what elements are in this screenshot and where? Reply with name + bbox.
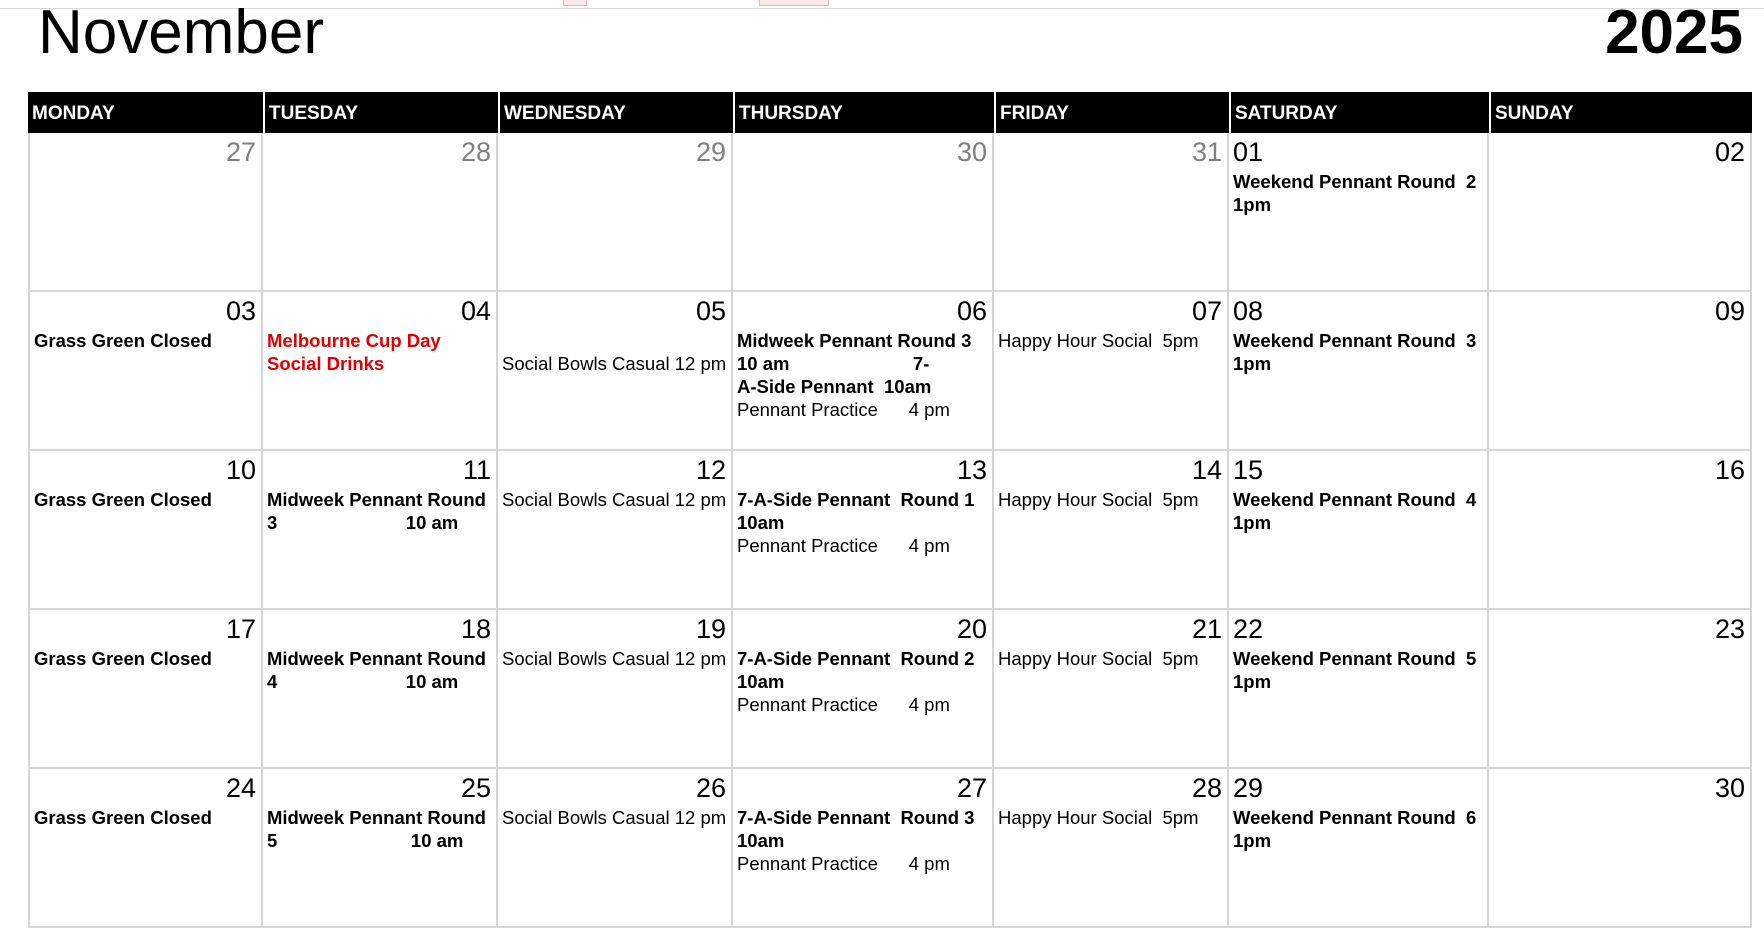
day-cell[interactable]	[1489, 451, 1752, 610]
day-cell[interactable]	[994, 292, 1229, 451]
tab-marker	[759, 0, 829, 6]
day-cell[interactable]	[994, 769, 1229, 928]
day-cell[interactable]	[498, 451, 733, 610]
day-cell[interactable]	[994, 133, 1229, 292]
day-number: 11	[462, 455, 491, 485]
calendar-event[interactable]: Weekend Pennant Round 2 1pm	[1233, 171, 1477, 215]
day-cell[interactable]	[28, 133, 263, 292]
day-number: 23	[1714, 614, 1745, 644]
day-cell[interactable]	[1489, 292, 1752, 451]
calendar-event[interactable]: Social Bowls Casual 12 pm	[502, 353, 727, 374]
day-number: 27	[956, 773, 987, 803]
calendar-event[interactable]: Midweek Pennant Round 5 10 am	[267, 807, 486, 851]
day-number: 14	[1191, 455, 1222, 485]
day-number: 16	[1714, 455, 1745, 485]
day-cell[interactable]	[28, 451, 263, 610]
day-number: 10	[225, 455, 256, 485]
day-cell[interactable]	[263, 610, 498, 769]
calendar-event[interactable]: Grass Green Closed	[34, 807, 212, 828]
calendar-event[interactable]: Pennant Practice 4 pm	[737, 853, 950, 874]
calendar-event[interactable]: Happy Hour Social 5pm	[998, 489, 1199, 510]
day-cell[interactable]	[263, 769, 498, 928]
day-number: 01	[1233, 137, 1264, 167]
calendar-event[interactable]: Pennant Practice 4 pm	[737, 399, 950, 420]
day-cell[interactable]	[498, 133, 733, 292]
day-number: 12	[695, 455, 726, 485]
day-cell[interactable]	[498, 610, 733, 769]
day-number: 29	[1233, 773, 1264, 803]
year-title: 2025	[1605, 0, 1743, 67]
day-number: 13	[956, 455, 987, 485]
day-number: 06	[956, 296, 987, 326]
calendar-event[interactable]: Weekend Pennant Round 4 1pm	[1233, 489, 1477, 533]
weekday-sunday: SUNDAY	[1489, 92, 1752, 133]
tab-marker	[563, 0, 587, 6]
day-number: 08	[1233, 296, 1264, 326]
calendar-event[interactable]: 7-A-Side Pennant Round 2 10am	[737, 648, 975, 692]
day-number: 19	[695, 614, 726, 644]
day-number: 24	[225, 773, 256, 803]
day-number: 30	[1714, 773, 1745, 803]
weekday-thursday: THURSDAY	[733, 92, 994, 133]
day-number: 29	[695, 137, 726, 167]
day-cell[interactable]	[1229, 292, 1489, 451]
day-number: 25	[460, 773, 491, 803]
calendar-event[interactable]: Social Bowls Casual 12 pm	[502, 807, 727, 828]
day-number: 18	[460, 614, 491, 644]
weekday-wednesday: WEDNESDAY	[498, 92, 733, 133]
day-number: 26	[695, 773, 726, 803]
day-cell[interactable]	[28, 610, 263, 769]
calendar-event[interactable]: Weekend Pennant Round 5 1pm	[1233, 648, 1477, 692]
day-number: 20	[956, 614, 987, 644]
day-cell[interactable]	[28, 292, 263, 451]
day-cell[interactable]	[733, 769, 994, 928]
calendar-event[interactable]: Weekend Pennant Round 6 1pm	[1233, 807, 1477, 851]
calendar-event[interactable]: Happy Hour Social 5pm	[998, 807, 1199, 828]
day-cell[interactable]	[263, 451, 498, 610]
day-cell[interactable]	[498, 769, 733, 928]
day-number: 30	[956, 137, 987, 167]
day-cell[interactable]	[994, 451, 1229, 610]
calendar-event[interactable]: Happy Hour Social 5pm	[998, 648, 1199, 669]
weekday-saturday: SATURDAY	[1229, 92, 1489, 133]
calendar-event[interactable]: Grass Green Closed	[34, 330, 212, 351]
calendar-event[interactable]: Weekend Pennant Round 3 1pm	[1233, 330, 1477, 374]
day-number: 04	[460, 296, 491, 326]
day-cell[interactable]	[1229, 610, 1489, 769]
day-number: 15	[1233, 455, 1264, 485]
calendar-event[interactable]: Social Bowls Casual 12 pm	[502, 648, 727, 669]
day-cell[interactable]	[733, 451, 994, 610]
calendar-event[interactable]: Pennant Practice 4 pm	[737, 694, 950, 715]
day-number: 03	[225, 296, 256, 326]
day-cell[interactable]	[1489, 769, 1752, 928]
day-cell[interactable]	[1489, 610, 1752, 769]
day-cell[interactable]	[733, 133, 994, 292]
calendar-event[interactable]: Grass Green Closed	[34, 489, 212, 510]
month-title: November	[38, 0, 324, 67]
calendar-grid	[28, 133, 1752, 928]
weekday-friday: FRIDAY	[994, 92, 1229, 133]
calendar-event[interactable]: 7-A-Side Pennant Round 3 10am	[737, 807, 975, 851]
day-cell[interactable]	[1229, 133, 1489, 292]
day-cell[interactable]	[263, 133, 498, 292]
day-cell[interactable]	[1229, 769, 1489, 928]
day-cell[interactable]	[733, 292, 994, 451]
day-cell[interactable]	[733, 610, 994, 769]
day-number: 07	[1191, 296, 1222, 326]
day-cell[interactable]	[498, 292, 733, 451]
day-cell[interactable]	[1489, 133, 1752, 292]
weekday-tuesday: TUESDAY	[263, 92, 498, 133]
day-number: 05	[695, 296, 726, 326]
day-number: 22	[1233, 614, 1264, 644]
calendar-event[interactable]: Pennant Practice 4 pm	[737, 535, 950, 556]
weekday-monday: MONDAY	[32, 103, 115, 124]
day-number: 28	[460, 137, 491, 167]
calendar-event[interactable]: 7-A-Side Pennant Round 1 10am	[737, 489, 975, 533]
day-number: 31	[1191, 137, 1222, 167]
calendar-event[interactable]: Happy Hour Social 5pm	[998, 330, 1199, 351]
day-number: 17	[225, 614, 256, 644]
day-number: 09	[1714, 296, 1745, 326]
calendar-event[interactable]: Melbourne Cup Day Social Drinks	[267, 330, 441, 374]
day-cell[interactable]	[994, 610, 1229, 769]
calendar-event[interactable]: Grass Green Closed	[34, 648, 212, 669]
calendar-event[interactable]: Midweek Pennant Round 3 10 am	[267, 489, 486, 533]
day-cell[interactable]	[263, 292, 498, 451]
day-number: 02	[1714, 137, 1745, 167]
day-number: 28	[1191, 773, 1222, 803]
day-number: 27	[225, 137, 256, 167]
calendar-event[interactable]: Midweek Pennant Round 4 10 am	[267, 648, 486, 692]
day-cell[interactable]	[28, 769, 263, 928]
day-cell[interactable]	[1229, 451, 1489, 610]
calendar-event[interactable]: Social Bowls Casual 12 pm	[502, 489, 727, 510]
weekday-header	[28, 92, 1752, 133]
calendar	[28, 92, 1752, 928]
calendar-event[interactable]: Midweek Pennant Round 3 10 am 7- A-Side Pennant 10am	[737, 330, 972, 397]
day-number: 21	[1191, 614, 1222, 644]
